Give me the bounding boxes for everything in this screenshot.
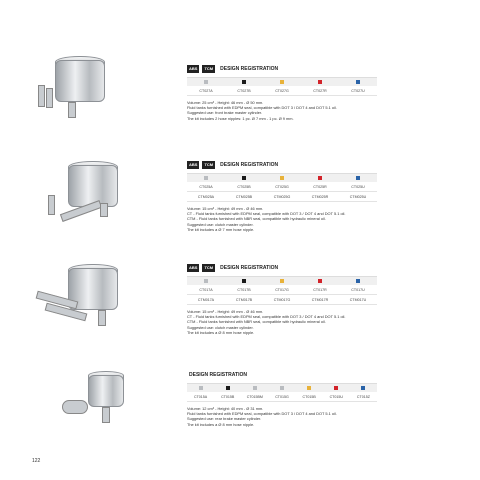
section-header bbox=[187, 160, 377, 169]
color-swatch-row bbox=[187, 78, 377, 86]
description-line: Suggested use: clutch master cylinder. bbox=[187, 221, 254, 227]
product-code: CT025R bbox=[313, 184, 327, 189]
hose-nipple bbox=[38, 85, 45, 107]
product-code: CT027A bbox=[199, 88, 213, 93]
product-code: CT027U bbox=[351, 88, 365, 93]
description-line: Volume: 15 cm³ - Height: 49 mm - Ø 46 mm. bbox=[187, 309, 264, 314]
color-swatch bbox=[356, 279, 360, 283]
color-swatch bbox=[242, 176, 246, 180]
hose-nipple bbox=[102, 407, 110, 423]
hose-clamp bbox=[62, 400, 88, 414]
color-swatch-row bbox=[187, 384, 377, 392]
reservoir-body bbox=[88, 375, 124, 407]
hose-nipple bbox=[46, 88, 53, 108]
color-swatch bbox=[204, 279, 208, 283]
color-swatch bbox=[226, 386, 230, 390]
product-code: CT025U bbox=[351, 184, 365, 189]
certification-badge: ABS bbox=[189, 264, 198, 270]
description-line: Volume: 12 cm³ - Height: 40 mm - Ø 31 mm. bbox=[187, 406, 264, 411]
certification-badge: TCM bbox=[204, 65, 214, 71]
product-code: CTM017B bbox=[235, 297, 253, 302]
section-header bbox=[187, 370, 377, 379]
color-swatch bbox=[318, 279, 322, 283]
mount-bolt bbox=[98, 310, 106, 326]
product-code: CT017B bbox=[237, 287, 251, 292]
color-swatch-row bbox=[187, 277, 377, 285]
product-code: CT015B bbox=[221, 394, 235, 399]
product-code: CT025A bbox=[199, 184, 213, 189]
product-section bbox=[187, 160, 377, 232]
product-description bbox=[187, 100, 377, 121]
product-code: CTM025R bbox=[311, 194, 329, 199]
product-image-ct017 bbox=[0, 258, 140, 338]
code-table bbox=[187, 77, 377, 96]
color-swatch bbox=[356, 176, 360, 180]
product-code: CT015B bbox=[302, 394, 316, 399]
description-line: Fluid tanks furnished with EDPM seal, compatible with DOT 3 / DOT 4 and DOT 5.1 oil. bbox=[187, 105, 337, 111]
description-line: Suggested use: rear brake master cylinder. bbox=[187, 416, 262, 422]
code-row bbox=[187, 392, 377, 402]
color-swatch bbox=[242, 80, 246, 84]
code-row bbox=[187, 86, 377, 96]
description-line: The kit includes a Ø 7 mm hose nipple. bbox=[187, 226, 255, 232]
product-code: CTM025U bbox=[349, 194, 367, 199]
description-line: Suggested use: clutch master cylinder. bbox=[187, 324, 254, 330]
product-code: CTM017G bbox=[273, 297, 291, 302]
description-line: Suggested use: front brake master cylinder. bbox=[187, 110, 263, 116]
design-registration-title: DESIGN REGISTRATION bbox=[220, 264, 279, 271]
color-swatch bbox=[318, 176, 322, 180]
color-swatch bbox=[280, 386, 284, 390]
color-swatch bbox=[361, 386, 365, 390]
code-row bbox=[187, 192, 377, 202]
certification-badge: TCM bbox=[204, 161, 214, 167]
code-table bbox=[187, 276, 377, 305]
product-code: CT027R bbox=[313, 88, 327, 93]
product-description bbox=[187, 406, 377, 427]
product-section bbox=[187, 370, 377, 427]
mount-bolt bbox=[68, 102, 76, 118]
product-description bbox=[187, 309, 377, 335]
code-table bbox=[187, 383, 377, 402]
description-line: CT - Fluid tanks furnished with EDPM seal, compatible with DOT 3 / DOT 4 and DOT 5.1 oil. bbox=[187, 314, 346, 320]
product-code: CTM025B bbox=[235, 194, 253, 199]
color-swatch bbox=[199, 386, 203, 390]
code-row bbox=[187, 285, 377, 295]
code-row bbox=[187, 295, 377, 305]
reservoir-body bbox=[68, 165, 118, 207]
product-code: CT025G bbox=[275, 184, 289, 189]
code-row bbox=[187, 182, 377, 192]
product-code: CT027B bbox=[237, 88, 251, 93]
description-line: CTM - Fluid tanks furnished with NBR seal, compatible with hydraulic mineral oil. bbox=[187, 319, 326, 325]
color-swatch bbox=[204, 176, 208, 180]
design-registration-title: DESIGN REGISTRATION bbox=[189, 371, 247, 378]
product-code: CT027G bbox=[275, 88, 289, 93]
color-swatch bbox=[280, 279, 284, 283]
certification-badge: TCM bbox=[204, 264, 214, 270]
mount-bolt bbox=[100, 203, 108, 217]
color-swatch bbox=[280, 176, 284, 180]
description-line: CT - Fluid tanks furnished with EDPM seal, compatible with DOT 3 / DOT 4 and DOT 5.1 oil. bbox=[187, 211, 346, 217]
page-number: 122 bbox=[32, 458, 41, 464]
product-code: CTM017A bbox=[197, 297, 215, 302]
product-code: CT015Z bbox=[356, 394, 370, 399]
color-swatch-row bbox=[187, 174, 377, 182]
product-code: CT015A bbox=[193, 394, 208, 399]
description-line: The kit includes a Ø 8 mm hose nipple. bbox=[187, 421, 255, 427]
color-swatch bbox=[280, 80, 284, 84]
description-line: Volume: 25 cm³ - Height: 46 mm - Ø 50 mm. bbox=[187, 100, 264, 105]
product-code: CT017G bbox=[275, 287, 289, 292]
product-description bbox=[187, 206, 377, 232]
product-code: CTM025A bbox=[197, 194, 215, 199]
design-registration-title: DESIGN REGISTRATION bbox=[220, 161, 279, 168]
color-swatch bbox=[253, 386, 257, 390]
product-code: CT017U bbox=[351, 287, 365, 292]
product-code: CT015G bbox=[275, 394, 289, 399]
color-swatch bbox=[356, 80, 360, 84]
product-code: CTM025G bbox=[273, 194, 291, 199]
product-code: CT017R bbox=[313, 287, 327, 292]
product-code: CTM017R bbox=[311, 297, 329, 302]
hose-nipple bbox=[48, 195, 55, 215]
section-header bbox=[187, 64, 377, 73]
product-image-ct015 bbox=[0, 365, 140, 435]
product-code: CT017A bbox=[199, 287, 213, 292]
product-code: CTM017U bbox=[349, 297, 367, 302]
certification-badge: ABS bbox=[189, 161, 198, 167]
description-line: Volume: 15 cm³ - Height: 49 mm - Ø 46 mm. bbox=[187, 206, 264, 211]
color-swatch bbox=[242, 279, 246, 283]
product-section bbox=[187, 64, 377, 121]
product-image-ct027 bbox=[0, 50, 140, 120]
certification-badge: ABS bbox=[189, 65, 198, 71]
product-code: CT025B bbox=[237, 184, 251, 189]
reservoir-body bbox=[55, 60, 105, 102]
color-swatch bbox=[204, 80, 208, 84]
description-line: CTM - Fluid tanks furnished with NBR seal, compatible with hydraulic mineral oil. bbox=[187, 216, 326, 222]
color-swatch bbox=[334, 386, 338, 390]
code-table bbox=[187, 173, 377, 202]
section-header bbox=[187, 263, 377, 272]
color-swatch bbox=[318, 80, 322, 84]
color-swatch bbox=[307, 386, 311, 390]
description-line: Fluid tanks furnished with EDPM seal, compatible with DOT 3 / DOT 4 and DOT 5.1 oil. bbox=[187, 411, 337, 417]
product-section bbox=[187, 263, 377, 335]
description-line: The kit includes 2 hose nipples: 1 pc. Ø 7 mm - 1 pc. Ø 9 mm. bbox=[187, 115, 294, 121]
product-code: CT015BM bbox=[246, 394, 263, 399]
description-line: The kit includes a Ø 8 mm hose nipple. bbox=[187, 329, 255, 335]
design-registration-title: DESIGN REGISTRATION bbox=[220, 65, 279, 72]
product-image-ct025 bbox=[0, 155, 140, 225]
product-code: CT015U bbox=[329, 394, 343, 399]
